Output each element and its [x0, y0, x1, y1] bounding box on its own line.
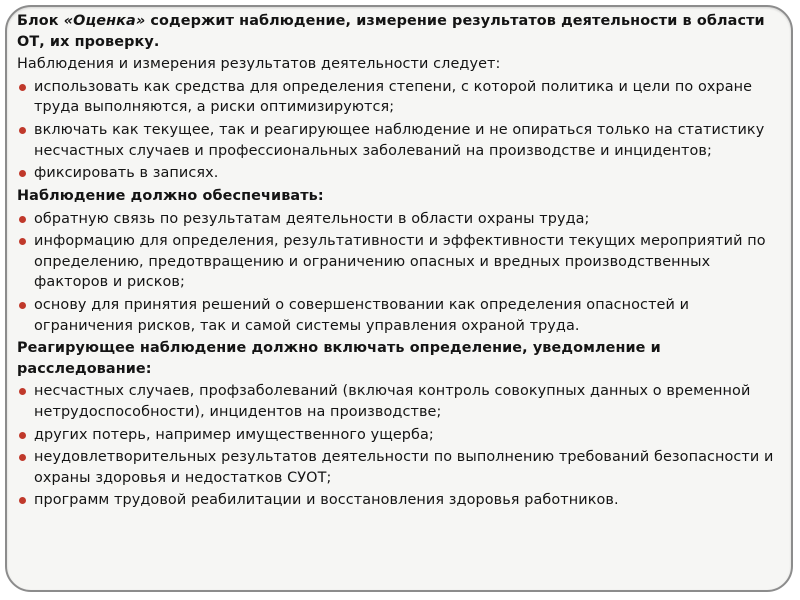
section3-item: [17, 447, 787, 488]
section2-item-text: обратную связь по результатам деятельности в области охраны труда;: [34, 210, 590, 227]
bullet-dot-icon: [19, 497, 26, 504]
bullet-dot-icon: [19, 432, 26, 439]
section2-item: [17, 295, 787, 336]
section2-lead: Наблюдение должно обеспечивать:: [17, 187, 324, 204]
intro-quoted: «Оценка»: [63, 13, 146, 29]
section3-item-text: несчастных случаев, профзаболеваний (включая контроль совокупных данных о временной нетрудоспособности), инцидентов на производстве;: [34, 383, 751, 420]
section3-item-text: неудовлетворительных результатов деятельности по выполнению требований безопасности и охраны здоровья и недостатков СУОТ;: [34, 449, 774, 486]
section3-item: [17, 381, 787, 422]
section1-item-text: фиксировать в записях.: [34, 165, 219, 182]
section3-item: [17, 425, 787, 446]
bullet-dot-icon: [19, 388, 26, 395]
section3-lead: Реагирующее наблюдение должно включать определение, уведомление и расследование:: [17, 340, 661, 377]
section1-lead: Наблюдения и измерения результатов деятельности следует:: [17, 56, 501, 73]
section1-item: [17, 163, 787, 184]
bullet-dot-icon: [19, 84, 26, 91]
section3-item-text: программ трудовой реабилитации и восстановления здоровья работников.: [34, 492, 619, 509]
section1-item: [17, 77, 787, 118]
bullet-dot-icon: [19, 127, 26, 134]
bullet-dot-icon: [19, 302, 26, 309]
bullet-dot-icon: [19, 170, 26, 177]
section1-item: [17, 120, 787, 161]
section2-item: [17, 231, 787, 293]
intro-suffix: содержит наблюдение, измерение результатов деятельности в области ОТ, их проверку.: [17, 13, 765, 50]
section3-item: [17, 490, 787, 511]
bullet-dot-icon: [19, 454, 26, 461]
section1-item-text: использовать как средства для определения степени, с которой политика и цели по охране труда выполняются, а риски оптимизируются;: [34, 78, 753, 116]
bullet-dot-icon: [19, 238, 26, 245]
bullet-dot-icon: [19, 216, 26, 223]
section2-item-text: основу для принятия решений о совершенствовании как определения опасностей и ограничения рисков, так и самой системы управления охраной труда.: [34, 297, 690, 334]
intro-prefix: Блок: [17, 13, 64, 29]
section3-item-text: других потерь, например имущественного ущерба;: [34, 426, 434, 443]
intro-paragraph: [17, 11, 787, 52]
section2-item: [17, 209, 787, 230]
slide-content: [17, 11, 787, 513]
section2-item-text: информацию для определения, результативности и эффективности текущих мероприятий по определению, предотвращению и ограничению опасных и вредных производственных факторов и рисков;: [34, 233, 766, 291]
section1-item-text: включать как текущее, так и реагирующее наблюдение и не опираться только на статистику несчастных случаев и профессиональных заболеваний на производстве и инцидентов;: [34, 122, 765, 159]
